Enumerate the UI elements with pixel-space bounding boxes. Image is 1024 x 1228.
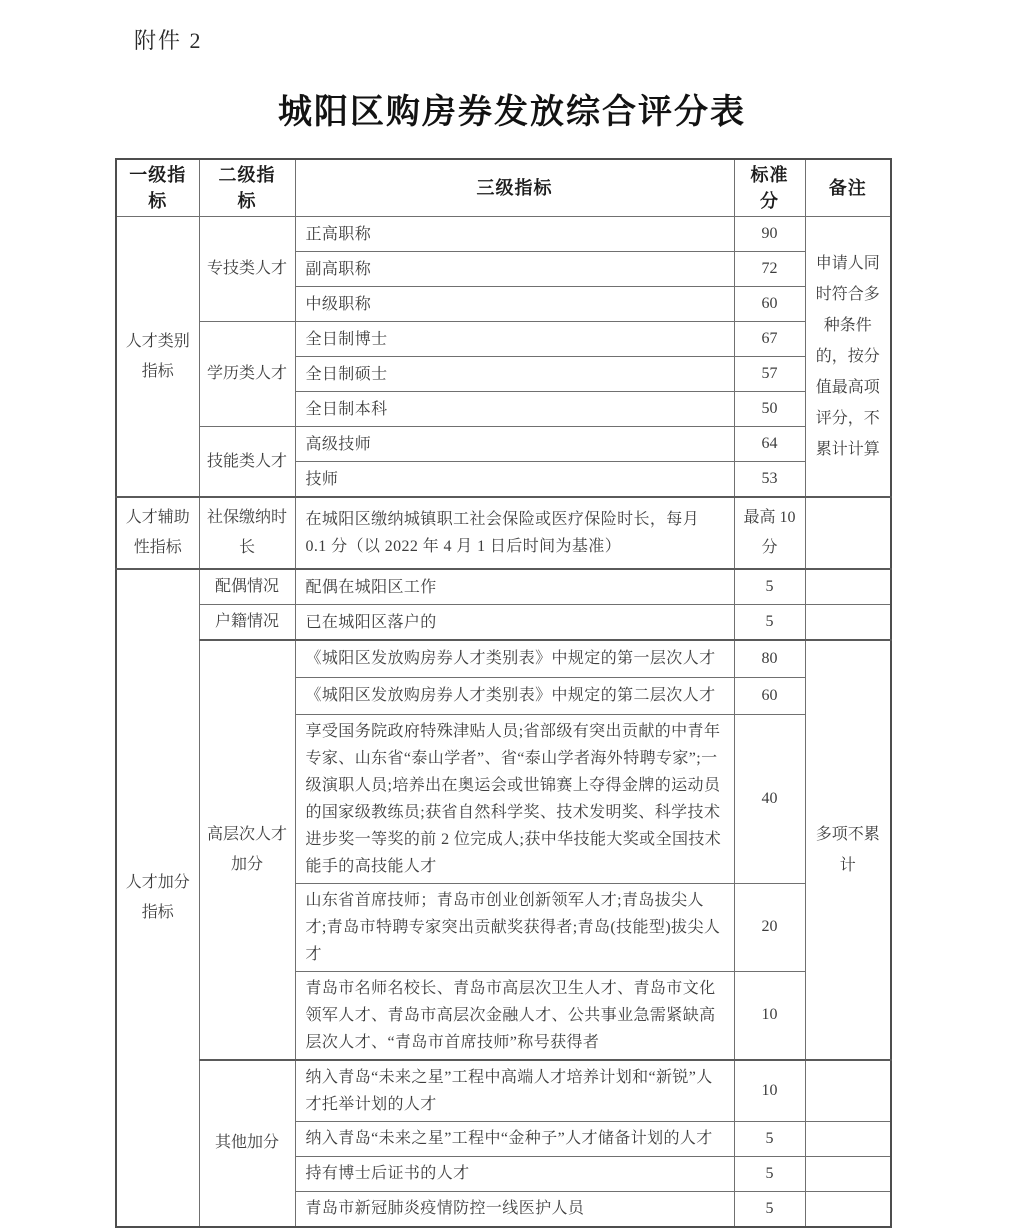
item-cell: 《城阳区发放购房券人才类别表》中规定的第一层次人才 [295, 640, 734, 677]
attachment-label: 附件 2 [134, 28, 203, 53]
level1-cell: 人才类别指标 [116, 217, 199, 498]
level1-cell: 人才辅助性指标 [116, 497, 199, 569]
remark-cell-empty [805, 1191, 891, 1227]
score-cell: 5 [734, 1121, 805, 1156]
item-cell: 在城阳区缴纳城镇职工社会保险或医疗保险时长，每月 0.1 分（以 2022 年 4 月 1 日后时间为基准） [295, 497, 734, 569]
item-cell: 山东省首席技师；青岛市创业创新领军人才;青岛拔尖人才;青岛市特聘专家突出贡献奖获得者;青岛(技能型)拔尖人才 [295, 883, 734, 971]
level2-cell: 学历类人才 [199, 322, 295, 427]
level1-cell: 人才加分指标 [116, 569, 199, 1227]
score-cell: 5 [734, 605, 805, 641]
table-row [116, 605, 891, 641]
score-cell: 60 [734, 677, 805, 714]
score-cell: 53 [734, 462, 805, 498]
header-level3: 三级指标 [295, 159, 734, 217]
table-row [116, 322, 891, 357]
remark-cell: 申请人同时符合多种条件的，按分值最高项评分，不累计计算 [805, 217, 891, 498]
score-cell: 40 [734, 714, 805, 883]
item-cell: 青岛市名师名校长、青岛市高层次卫生人才、青岛市文化领军人才、青岛市高层次金融人才、公共事业急需紧缺高层次人才、“青岛市首席技师”称号获得者 [295, 971, 734, 1060]
level2-cell: 户籍情况 [199, 605, 295, 641]
header-level2: 二级指标 [199, 159, 295, 217]
score-cell: 50 [734, 392, 805, 427]
score-cell: 67 [734, 322, 805, 357]
item-cell: 中级职称 [295, 287, 734, 322]
level2-cell: 其他加分 [199, 1060, 295, 1227]
header-level1: 一级指标 [116, 159, 199, 217]
item-cell: 配偶在城阳区工作 [295, 569, 734, 605]
item-cell: 已在城阳区落户的 [295, 605, 734, 641]
remark-cell: 多项不累计 [805, 640, 891, 1060]
scoring-table [115, 158, 892, 1228]
score-cell: 5 [734, 1191, 805, 1227]
level2-cell: 高层次人才加分 [199, 640, 295, 1060]
header-score: 标准分 [734, 159, 805, 217]
score-cell: 72 [734, 252, 805, 287]
item-cell: 正高职称 [295, 217, 734, 252]
score-cell: 5 [734, 1156, 805, 1191]
header-remark: 备注 [805, 159, 891, 217]
item-cell: 技师 [295, 462, 734, 498]
item-cell: 纳入青岛“未来之星”工程中“金种子”人才储备计划的人才 [295, 1121, 734, 1156]
remark-cell-empty [805, 569, 891, 605]
remark-cell-empty [805, 1121, 891, 1156]
score-cell: 80 [734, 640, 805, 677]
score-cell: 90 [734, 217, 805, 252]
score-cell: 10 [734, 971, 805, 1060]
item-cell: 持有博士后证书的人才 [295, 1156, 734, 1191]
score-cell: 57 [734, 357, 805, 392]
table-row [116, 497, 891, 569]
table-row [116, 1060, 891, 1122]
item-cell: 纳入青岛“未来之星”工程中高端人才培养计划和“新锐”人才托举计划的人才 [295, 1060, 734, 1122]
table-row [116, 569, 891, 605]
remark-cell-empty [805, 605, 891, 641]
score-cell: 20 [734, 883, 805, 971]
level2-cell: 社保缴纳时长 [199, 497, 295, 569]
table-row [116, 640, 891, 677]
level2-cell: 配偶情况 [199, 569, 295, 605]
remark-cell-empty [805, 1156, 891, 1191]
item-cell: 副高职称 [295, 252, 734, 287]
item-cell: 全日制硕士 [295, 357, 734, 392]
item-cell: 青岛市新冠肺炎疫情防控一线医护人员 [295, 1191, 734, 1227]
page-title: 城阳区购房券发放综合评分表 [278, 93, 746, 131]
table-row [116, 427, 891, 462]
score-cell: 64 [734, 427, 805, 462]
score-cell: 5 [734, 569, 805, 605]
remark-cell-empty [805, 497, 891, 569]
remark-cell-empty [805, 1060, 891, 1122]
item-cell: 《城阳区发放购房券人才类别表》中规定的第二层次人才 [295, 677, 734, 714]
item-cell: 享受国务院政府特殊津贴人员;省部级有突出贡献的中青年专家、山东省“泰山学者”、省“泰山学者海外特聘专家”;一级演职人员;培养出在奥运会或世锦赛上夺得金牌的运动员的国家级教练员;获省自然科学奖、技术发明奖、科学技术进步奖一等奖的前 2 位完成人;获中华技能大奖或全国技术能手的高技能人才 [295, 714, 734, 883]
item-cell: 全日制本科 [295, 392, 734, 427]
table-row [116, 217, 891, 252]
level2-cell: 技能类人才 [199, 427, 295, 498]
score-cell: 最高 10 分 [734, 497, 805, 569]
item-cell: 全日制博士 [295, 322, 734, 357]
item-cell: 高级技师 [295, 427, 734, 462]
level2-cell: 专技类人才 [199, 217, 295, 322]
table-header-row [116, 159, 891, 217]
score-cell: 10 [734, 1060, 805, 1122]
score-cell: 60 [734, 287, 805, 322]
